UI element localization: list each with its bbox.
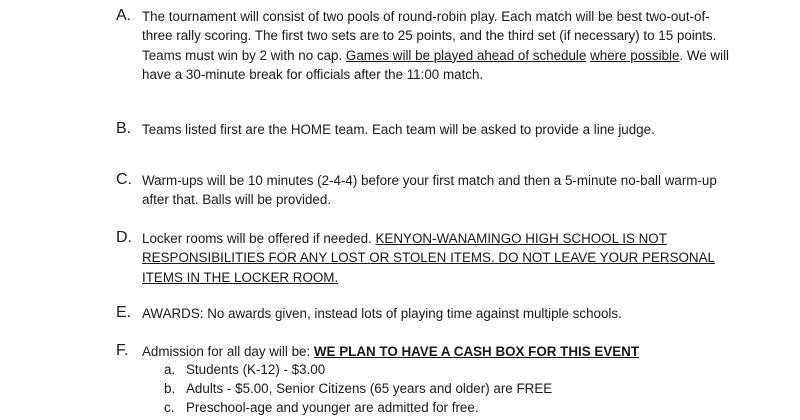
sub-item-text: Students (K-12) - $3.00 [186,362,326,377]
item-text: Locker rooms will be offered if needed. KENYON-WANAMINGO HIGH SCHOOL IS NOT RESPONSIBILITIES FOR ANY LOST OR STOLEN ITEMS. DO NOT LEAVE YOUR PERSONAL ITEMS IN THE LOCKER ROOM. [142,231,715,285]
item-letter: B. [116,120,132,137]
underlined-text: KENYON-WANAMINGO HIGH SCHOOL IS NOT RESPONSIBILITIES FOR ANY LOST OR STOLEN ITEMS. DO NOT LEAVE YOUR PERSONAL ITEMS IN THE LOCKER ROOM. [142,231,715,285]
item-letter: C. [116,171,132,188]
sub-item-letter: b. [164,381,176,396]
bold-underlined-text: WE PLAN TO HAVE A CASH BOX FOR THIS EVENT [313,344,640,359]
sub-item-letter: a. [164,362,176,377]
item-text: Teams listed first are the HOME team. Each team will be asked to provide a line judge. [142,122,655,137]
item-letter: E. [116,304,132,321]
item-text: Warm-ups will be 10 minutes (2-4-4) before your first match and then a 5-minute no-ball warm-up after that. Balls will be provided. [142,173,717,208]
item-text: Admission for all day will be: WE PLAN TO HAVE A CASH BOX FOR THIS EVENT [142,344,640,359]
underlined-text: Games will be played ahead of schedule [345,47,587,63]
sub-item [164,361,325,379]
sub-item-letter: c. [164,400,175,415]
sub-item-text: Adults - $5.00, Senior Citizens (65 years and older) are FREE [186,381,553,396]
item-letter: A. [116,7,132,24]
item-letter: F. [116,342,129,359]
item-letter: D. [116,229,132,246]
sub-item-text: Preschool-age and younger are admitted for free. [186,400,479,415]
underlined-text: where possible [590,47,680,63]
sub-item [164,380,552,398]
sub-item [164,399,479,417]
item-text: The tournament will consist of two pools of round-robin play. Each match will be best two-out-of-three rally scoring. The first two sets are to 25 points, and the third set (if necessary) to 15 points. Teams must win by 2 with no cap. Games will be played ahead of schedule where possible. We will have a 30-minute break for officials after the 11:00 match. [142,9,730,83]
item-text: AWARDS: No awards given, instead lots of playing time against multiple schools. [142,306,622,321]
